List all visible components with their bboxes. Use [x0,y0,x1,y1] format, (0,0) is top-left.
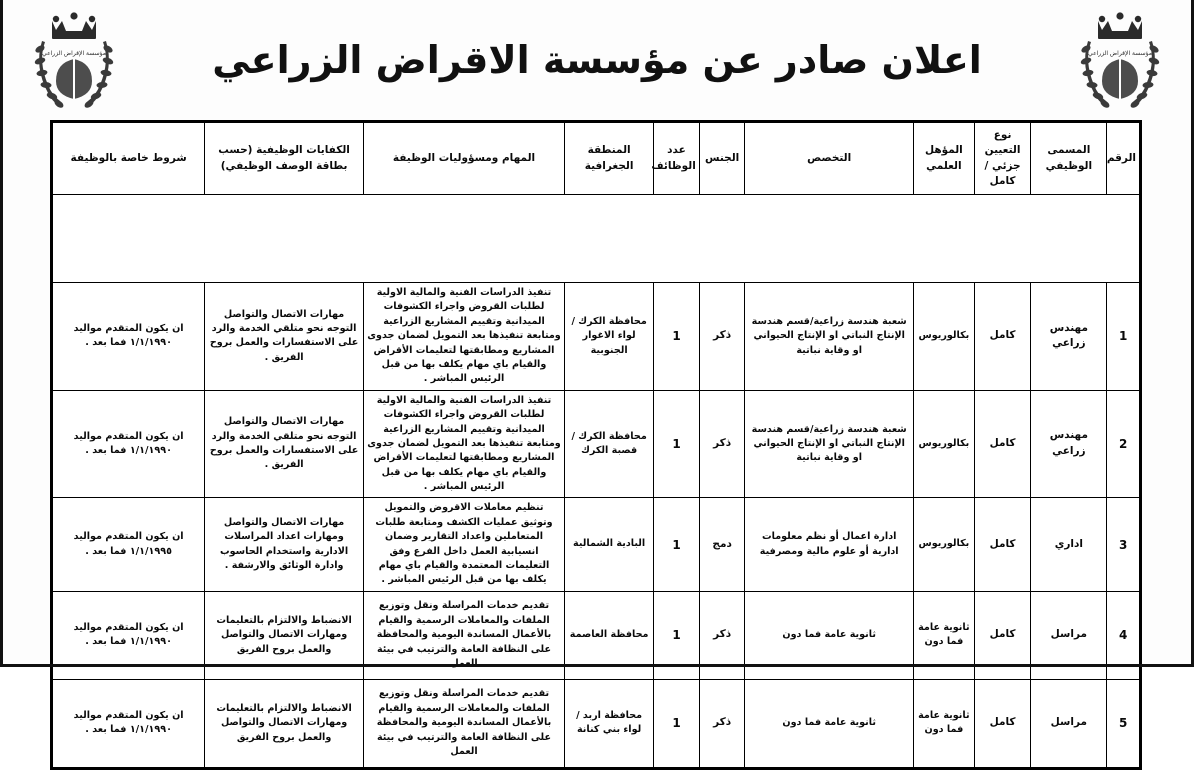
cell-competencies: مهارات الاتصال والتواصل التوجه نحو متلقي الخدمة والرد على الاستفسارات والعمل بروح الفريق . [205,390,364,498]
cell-gender: دمج [699,498,745,591]
cell-conditions: ان يكون المتقدم مواليد ١/١/١٩٩٠ فما بعد . [53,390,205,498]
cell-num: 1 [1107,283,1140,391]
cell-tasks: تقديم خدمات المراسلة ونقل وتوزيع الملفات والمعاملات الرسمية والقيام بالأعمال المساندة اليومية والمحافظة على النظافة العامة والترتيب في بيئة العمل [363,679,564,767]
cell-tasks: تنظيم معاملات الاقروض والتمويل وتوثيق عمليات الكشف ومتابعة طلبات المتعاملين واعداد التقارير وضمان انسيابية العمل داخل الفرع وفق التعليمات المعتمدة والقيام باي مهام يكلف بها من قبل الرئيس المباشر . [363,498,564,591]
page-title: اعلان صادر عن مؤسسة الاقراض الزراعي [212,38,982,83]
table-body [53,283,1140,768]
cell-specialty: شعبة هندسة زراعية/قسم هندسة الإنتاج النباتي او الإنتاج الحيواني او وقاية نباتية [745,283,913,391]
header-num: الرقم [1107,123,1140,195]
cell-qualification: بكالوريوس [913,498,974,591]
cell-job-title: اداري [1031,498,1107,591]
cell-competencies: مهارات الاتصال والتواصل التوجه نحو متلقي الخدمة والرد على الاستفسارات والعمل بروح الفريق . [205,283,364,391]
crown-wreath-emblem-icon [26,7,122,115]
cell-region: محافظة العاصمة [565,591,654,679]
header-gender: الجنس [699,123,745,195]
logo-caption-right: مؤسسة الإقراض الزراعي [1088,50,1152,57]
cell-job-title: مراسل [1031,679,1107,767]
cell-gender: ذكر [699,591,745,679]
page-edge-left [0,0,3,667]
title-block [122,39,1072,83]
announcement-banner-row [53,195,1140,283]
cell-qualification: ثانوية عامة فما دون [913,679,974,767]
header-conditions: شروط خاصة بالوظيفة [53,123,205,195]
cell-count: 1 [654,283,700,391]
document-header [0,0,1194,118]
cell-specialty: ثانوية عامة فما دون [745,591,913,679]
cell-conditions: ان يكون المتقدم مواليد ١/١/١٩٩٠ فما بعد . [53,679,205,767]
cell-num: 5 [1107,679,1140,767]
header-competencies: الكفايات الوظيفية (حسب بطاقة الوصف الوظيفي) [205,123,364,195]
cell-conditions: ان يكون المتقدم مواليد ١/١/١٩٩٠ فما بعد . [53,283,205,391]
header-qualification: المؤهل العلمي [913,123,974,195]
cell-appointment-type: كامل [974,390,1031,498]
table-header-row-group [53,123,1140,195]
cell-appointment-type: كامل [974,498,1031,591]
announcement-banner-text [53,195,1140,283]
cell-competencies: مهارات الاتصال والتواصل ومهارات اعداد المراسلات الادارية واستخدام الحاسوب وادارة الوثائق والارشفة . [205,498,364,591]
cell-qualification: ثانوية عامة فما دون [913,591,974,679]
cell-region: محافظة اربد / لواء بني كنانة [565,679,654,767]
cell-tasks: تقديم خدمات المراسلة ونقل وتوزيع الملفات والمعاملات الرسمية والقيام بالأعمال المساندة اليومية والمحافظة على النظافة العامة والترتيب في بيئة [363,591,564,679]
cell-region: محافظة الكرك / قصبة الكرك [565,390,654,498]
cell-tasks: تنفيذ الدراسات الفنية والمالية الاولية لطلبات القروض واجراء الكشوفات الميدانية وتقييم المشاريع الزراعية ومتابعة تنفيذها بعد التمويل لضمان جدوى المشاريع ومطابقتها لتعليمات الأقراض والقيام باي مهام يكلف بها من قبل الرئيس المباشر . [363,390,564,498]
header-job-title: المسمى الوظيفي [1031,123,1107,195]
crown-wreath-emblem-icon [1072,7,1168,115]
cell-conditions: ان يكون المتقدم مواليد ١/١/١٩٩٥ فما بعد . [53,498,205,591]
cell-specialty: ثانوية عامة فما دون [745,679,913,767]
cell-job-title: مهندس زراعي [1031,283,1107,391]
header-appointment-type: نوع التعيين جزئي / كامل [974,123,1031,195]
cell-qualification: بكالوريوس [913,390,974,498]
cell-competencies: الانضباط والالتزام بالتعليمات ومهارات الاتصال والتواصل والعمل بروح الفريق [205,679,364,767]
cell-num: 3 [1107,498,1140,591]
cell-region: محافظة الكرك / لواء الاغوار الجنوبية [565,283,654,391]
table-row [53,390,1140,498]
vacancies-table [52,122,1140,768]
table-row [53,498,1140,591]
cell-gender: ذكر [699,390,745,498]
table-row [53,283,1140,391]
institution-logo-left [26,7,122,115]
cell-job-title: مراسل [1031,591,1107,679]
header-count: عدد الوظائف [654,123,700,195]
cell-num: 4 [1107,591,1140,679]
header-specialty: التخصص [745,123,913,195]
header-tasks: المهام ومسؤوليات الوظيفة [363,123,564,195]
cell-conditions: ان يكون المتقدم مواليد ١/١/١٩٩٠ فما بعد . [53,591,205,679]
cell-appointment-type: كامل [974,591,1031,679]
cell-num: 2 [1107,390,1140,498]
cell-qualification: بكالوريوس [913,283,974,391]
table-row [53,679,1140,767]
header-region: المنطقة الجغرافية [565,123,654,195]
cell-count: 1 [654,498,700,591]
cell-specialty: ادارة اعمال أو نظم معلومات ادارية أو علوم مالية ومصرفية [745,498,913,591]
table-header-row [53,123,1140,195]
cell-appointment-type: كامل [974,283,1031,391]
cell-specialty: شعبة هندسة زراعية/قسم هندسة الإنتاج النباتي او الإنتاج الحيواني او وقاية نباتية [745,390,913,498]
vacancies-table-container [50,120,1142,770]
cell-gender: ذكر [699,679,745,767]
institution-logo-right [1072,7,1168,115]
cell-gender: ذكر [699,283,745,391]
cell-job-title: مهندس زراعي [1031,390,1107,498]
cell-appointment-type: كامل [974,679,1031,767]
cell-tasks: تنفيذ الدراسات الفنية والمالية الاولية لطلبات القروض واجراء الكشوفات الميدانية وتقييم المشاريع الزراعية ومتابعة تنفيذها بعد التمويل لضمان جدوى المشاريع ومطابقتها لتعليمات الأقراض والقيام باي مهام يكلف بها من قبل الرئيس المباشر . [363,283,564,391]
cell-count: 1 [654,679,700,767]
page-edge-bottom [0,664,1194,667]
cell-count: 1 [654,591,700,679]
cell-region: البادية الشمالية [565,498,654,591]
cell-competencies: الانضباط والالتزام بالتعليمات ومهارات الاتصال والتواصل والعمل بروح الفريق [205,591,364,679]
cell-count: 1 [654,390,700,498]
logo-caption-left: مؤسسة الإقراض الزراعي [42,50,106,57]
